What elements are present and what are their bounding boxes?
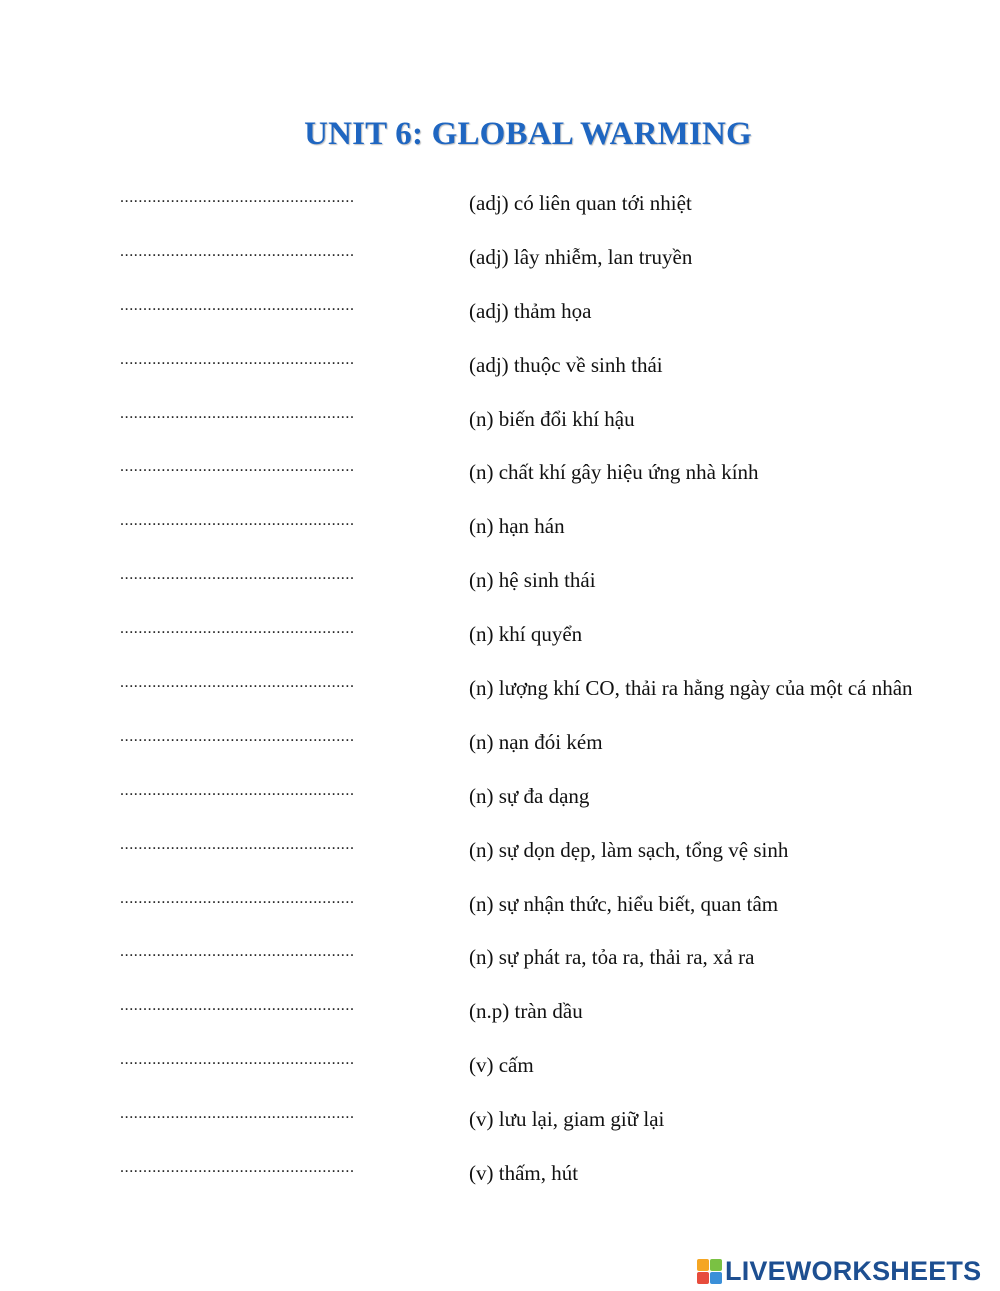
logo-tile [697, 1272, 709, 1284]
logo-tile [697, 1259, 709, 1271]
vocabulary-row [0, 185, 1000, 239]
answer-blank[interactable]: ................................................... [120, 1051, 355, 1069]
liveworksheets-logo[interactable] [697, 1253, 981, 1289]
vocabulary-row [0, 454, 1000, 508]
answer-blank[interactable]: ................................................... [120, 835, 355, 853]
vocabulary-row [0, 778, 1000, 832]
answer-blank[interactable]: ................................................... [120, 404, 355, 422]
vocabulary-row [0, 1047, 1000, 1101]
vocabulary-row [0, 832, 1000, 886]
word-meaning: (v) lưu lại, giam giữ lại [469, 1107, 665, 1132]
word-meaning: (n) hạn hán [469, 514, 565, 539]
vocabulary-row [0, 993, 1000, 1047]
liveworksheets-logo-icon [697, 1259, 722, 1284]
vocabulary-list [0, 185, 1000, 1209]
vocabulary-row [0, 1155, 1000, 1209]
answer-blank[interactable]: ................................................... [120, 889, 355, 907]
vocabulary-row [0, 401, 1000, 455]
word-meaning: (n) khí quyển [469, 622, 583, 647]
worksheet-title: UNIT 6: GLOBAL WARMING [304, 116, 752, 152]
word-meaning: (adj) lây nhiễm, lan truyền [469, 244, 693, 269]
word-meaning: (n) hệ sinh thái [469, 568, 596, 593]
vocabulary-row [0, 293, 1000, 347]
vocabulary-row [0, 886, 1000, 940]
answer-blank[interactable]: ................................................... [120, 296, 355, 314]
vocabulary-row [0, 239, 1000, 293]
answer-blank[interactable]: ................................................... [120, 674, 355, 692]
logo-tile [710, 1259, 722, 1271]
answer-blank[interactable]: ................................................... [120, 781, 355, 799]
logo-tile [710, 1272, 722, 1284]
vocabulary-row [0, 724, 1000, 778]
answer-blank[interactable]: ................................................... [120, 350, 355, 368]
word-meaning: (v) thấm, hút [469, 1161, 579, 1186]
vocabulary-row [0, 670, 1000, 724]
answer-blank[interactable]: ................................................... [120, 1105, 355, 1123]
word-meaning: (n) sự phát ra, tỏa ra, thải ra, xả ra [469, 945, 755, 970]
answer-blank[interactable]: ................................................... [120, 727, 355, 745]
word-meaning: (n) lượng khí CO, thải ra hằng ngày của một cá nhân [469, 676, 913, 701]
word-meaning: (adj) thảm họa [469, 298, 592, 323]
answer-blank[interactable]: ................................................... [120, 242, 355, 260]
logo-text: LIVEWORKSHEETS [725, 1255, 982, 1286]
answer-blank[interactable]: ................................................... [120, 566, 355, 584]
vocabulary-row [0, 939, 1000, 993]
answer-blank[interactable]: ................................................... [120, 620, 355, 638]
vocabulary-row [0, 508, 1000, 562]
answer-blank[interactable]: ................................................... [120, 189, 355, 206]
answer-blank[interactable]: ................................................... [120, 997, 355, 1015]
word-meaning: (v) cấm [469, 1053, 534, 1078]
vocabulary-row [0, 1101, 1000, 1155]
vocabulary-row [0, 347, 1000, 401]
word-meaning: (n) nạn đói kém [469, 729, 603, 754]
word-meaning: (n.p) tràn dầu [469, 999, 583, 1024]
answer-blank[interactable]: ................................................... [120, 512, 355, 530]
answer-blank[interactable]: ................................................... [120, 943, 355, 961]
vocabulary-row [0, 562, 1000, 616]
word-meaning: (n) sự nhận thức, hiểu biết, quan tâm [469, 891, 779, 916]
word-meaning: (n) sự đa dạng [469, 783, 590, 808]
vocabulary-row [0, 616, 1000, 670]
word-meaning: (adj) thuộc về sinh thái [469, 352, 663, 377]
word-meaning: (adj) có liên quan tới nhiệt [469, 191, 692, 215]
word-meaning: (n) biến đổi khí hậu [469, 406, 635, 431]
word-meaning: (n) sự dọn dẹp, làm sạch, tổng vệ sinh [469, 837, 789, 862]
answer-blank[interactable]: ................................................... [120, 458, 355, 476]
word-meaning: (n) chất khí gây hiệu ứng nhà kính [469, 460, 759, 485]
answer-blank[interactable]: ................................................... [120, 1159, 355, 1177]
